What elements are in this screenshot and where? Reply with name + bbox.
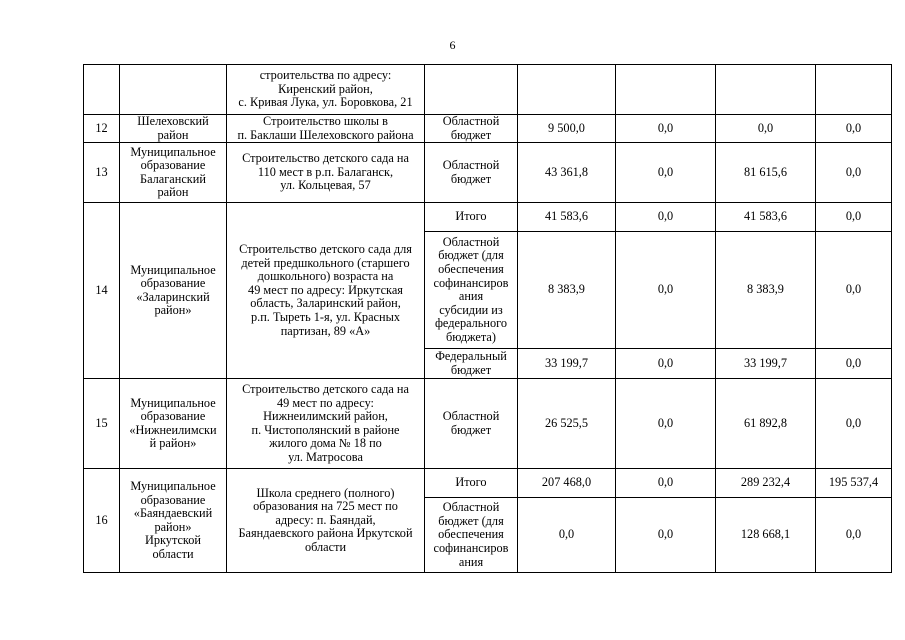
funding-source-cell-line: ания xyxy=(458,289,484,304)
object-cell-line: области xyxy=(304,540,347,555)
amount-4-cell: 0,0 xyxy=(816,143,892,203)
amount-3-cell: 33 199,7 xyxy=(716,349,816,379)
funding-source-cell-line: софинансиров xyxy=(433,540,509,555)
municipality-cell-line: Муниципальное xyxy=(130,395,216,410)
funding-source-cell xyxy=(425,379,518,469)
funding-source-cell xyxy=(425,143,518,203)
amount-3-cell: 128 668,1 xyxy=(716,498,816,573)
object-cell-line: 110 мест в р.п. Балаганск, xyxy=(257,164,394,179)
amount-3-cell: 41 583,6 xyxy=(716,203,816,232)
funding-source-cell xyxy=(425,349,518,379)
funding-source-cell-line: бюджет xyxy=(450,127,492,142)
page-number: 6 xyxy=(449,38,456,52)
object-cell-line: Киренский район, xyxy=(278,81,373,96)
municipality-cell-line: район xyxy=(157,185,189,200)
amount-1-cell: 33 199,7 xyxy=(518,349,616,379)
municipality-cell-line: «Баяндаевский xyxy=(133,506,213,521)
object-cell-line: дошкольного) возраста на xyxy=(257,269,394,284)
amount-4-cell: 0,0 xyxy=(816,379,892,469)
object-cell-line: область, Заларинский район, xyxy=(250,296,401,311)
municipality-cell-line: Иркутской xyxy=(144,533,202,548)
amount-1-cell: 26 525,5 xyxy=(518,379,616,469)
funding-source-cell-line: Федеральный xyxy=(435,349,507,364)
funding-source-cell-line: бюджет xyxy=(450,362,492,377)
municipality-cell-line: район» xyxy=(154,519,192,534)
amount-1-cell: 0,0 xyxy=(518,498,616,573)
funding-source-cell-line: софинансиров xyxy=(433,275,509,290)
funding-source-cell-line: Областной xyxy=(442,234,500,249)
municipality-cell-line: Муниципальное xyxy=(130,262,216,277)
amount-1-cell: 9 500,0 xyxy=(518,115,616,143)
object-cell-line: 49 мест по адресу: Иркутская xyxy=(248,282,403,297)
object-cell-line: с. Кривая Лука, ул. Боровкова, 21 xyxy=(238,95,413,110)
municipality-cell-line: район» xyxy=(154,303,192,318)
funding-source-cell-line: субсидии из xyxy=(439,302,503,317)
funding-source-cell-line: ания xyxy=(458,554,484,569)
funding-source-cell-line: федерального xyxy=(434,316,508,331)
municipality-cell-line: Балаганский xyxy=(140,171,206,186)
amount-3-cell xyxy=(716,65,816,115)
municipality-cell xyxy=(120,65,227,115)
funding-source-cell-line: Областной xyxy=(442,409,500,424)
amount-4-cell xyxy=(816,65,892,115)
object-cell-line: Нижнеилимский район, xyxy=(263,409,388,424)
object-cell-line: Строительство детского сада для xyxy=(239,242,412,257)
object-cell-line: образования на 725 мест по xyxy=(253,499,398,514)
amount-2-cell: 0,0 xyxy=(616,469,716,498)
amount-2-cell: 0,0 xyxy=(616,115,716,143)
municipality-cell-line: области xyxy=(152,546,194,561)
object-cell-line: Школа среднего (полного) xyxy=(256,485,395,500)
amount-3-cell: 81 615,6 xyxy=(716,143,816,203)
amount-3-cell: 8 383,9 xyxy=(716,232,816,349)
municipality-cell-line: образование xyxy=(140,409,206,424)
funding-source-cell-line: обеспечения xyxy=(438,527,504,542)
object-cell-line: п. Чистополянский в районе xyxy=(251,422,400,437)
object-cell xyxy=(227,203,425,379)
amount-4-cell: 0,0 xyxy=(816,349,892,379)
amount-4-cell: 0,0 xyxy=(816,232,892,349)
municipality-cell-line: образование xyxy=(140,158,206,173)
object-cell xyxy=(227,379,425,469)
row-number: 16 xyxy=(84,469,120,573)
amount-2-cell: 0,0 xyxy=(616,498,716,573)
table-row xyxy=(84,143,892,203)
amount-2-cell: 0,0 xyxy=(616,349,716,379)
funding-source-cell xyxy=(425,65,518,115)
amount-4-cell: 0,0 xyxy=(816,203,892,232)
amount-2-cell: 0,0 xyxy=(616,143,716,203)
funding-source-cell-line: бюджет (для xyxy=(438,248,504,263)
amount-4-cell: 0,0 xyxy=(816,498,892,573)
financing-table xyxy=(83,64,892,573)
amount-2-cell: 0,0 xyxy=(616,203,716,232)
municipality-cell-line: Шелеховский xyxy=(137,114,209,128)
amount-2-cell: 0,0 xyxy=(616,379,716,469)
amount-1-cell: 43 361,8 xyxy=(518,143,616,203)
table-row xyxy=(84,65,892,115)
object-cell xyxy=(227,65,425,115)
object-cell-line: жилого дома № 18 по xyxy=(269,436,382,451)
municipality-cell-line: образование xyxy=(140,492,206,507)
object-cell-line: 49 мест по адресу: xyxy=(277,395,374,410)
funding-source-cell xyxy=(425,232,518,349)
object-cell-line: р.п. Тыреть 1-я, ул. Красных xyxy=(251,310,400,325)
amount-4-cell: 195 537,4 xyxy=(816,469,892,498)
amount-4-cell: 0,0 xyxy=(816,115,892,143)
amount-3-cell: 61 892,8 xyxy=(716,379,816,469)
funding-source-cell-line: бюджет (для xyxy=(438,513,504,528)
municipality-cell-line: Муниципальное xyxy=(130,144,216,159)
funding-source-cell-line: Областной xyxy=(442,114,500,128)
municipality-cell xyxy=(120,203,227,379)
object-cell xyxy=(227,469,425,573)
object-cell xyxy=(227,115,425,143)
funding-source-cell xyxy=(425,469,518,498)
table-row xyxy=(84,379,892,469)
municipality-cell-line: образование xyxy=(140,276,206,291)
amount-1-cell: 8 383,9 xyxy=(518,232,616,349)
municipality-cell xyxy=(120,143,227,203)
funding-source-cell-line: обеспечения xyxy=(438,262,504,276)
object-cell-line: адресу: п. Баяндай, xyxy=(275,512,376,527)
municipality-cell xyxy=(120,469,227,573)
row-number: 13 xyxy=(84,143,120,203)
municipality-cell-line: «Заларинский xyxy=(136,289,210,304)
municipality-cell-line: «Нижнеилимски xyxy=(129,422,217,437)
funding-source-cell-line: Итого xyxy=(455,475,487,490)
municipality-cell-line: район xyxy=(157,127,189,142)
funding-source-cell-line: Областной xyxy=(442,158,500,173)
funding-source-cell-line: Областной xyxy=(442,500,500,515)
object-cell-line: Баяндаевского района Иркутской xyxy=(238,526,413,541)
funding-source-cell-line: бюджета) xyxy=(446,329,496,344)
table-row xyxy=(84,203,892,232)
funding-source-cell-line: бюджет xyxy=(450,422,492,437)
municipality-cell xyxy=(120,379,227,469)
table-row xyxy=(84,115,892,143)
object-cell-line: п. Баклаши Шелеховского района xyxy=(237,127,414,142)
funding-source-cell xyxy=(425,498,518,573)
amount-3-cell: 0,0 xyxy=(716,115,816,143)
municipality-cell-line: й район» xyxy=(149,436,197,451)
object-cell-line: детей предшкольного (старшего xyxy=(241,255,410,270)
object-cell-line: Строительство детского сада на xyxy=(242,381,409,396)
object-cell-line: Строительство школы в xyxy=(263,114,388,128)
funding-source-cell-line: Итого xyxy=(455,209,487,224)
amount-1-cell: 207 468,0 xyxy=(518,469,616,498)
funding-source-cell xyxy=(425,203,518,232)
funding-source-cell xyxy=(425,115,518,143)
table-row xyxy=(84,469,892,498)
object-cell-line: Строительство детского сада на xyxy=(242,151,409,166)
municipality-cell xyxy=(120,115,227,143)
object-cell-line: ул. Матросова xyxy=(288,449,363,464)
amount-2-cell: 0,0 xyxy=(616,232,716,349)
funding-source-cell-line: бюджет xyxy=(450,171,492,186)
object-cell-line: партизан, 89 «А» xyxy=(280,323,371,338)
object-cell xyxy=(227,143,425,203)
object-cell-line: ул. Кольцевая, 57 xyxy=(280,178,371,193)
municipality-cell-line: Муниципальное xyxy=(130,478,216,493)
row-number: 14 xyxy=(84,203,120,379)
amount-1-cell xyxy=(518,65,616,115)
amount-2-cell xyxy=(616,65,716,115)
amount-3-cell: 289 232,4 xyxy=(716,469,816,498)
row-number: 15 xyxy=(84,379,120,469)
row-number xyxy=(84,65,120,115)
row-number: 12 xyxy=(84,115,120,143)
object-cell-line: строительства по адресу: xyxy=(259,68,392,83)
amount-1-cell: 41 583,6 xyxy=(518,203,616,232)
